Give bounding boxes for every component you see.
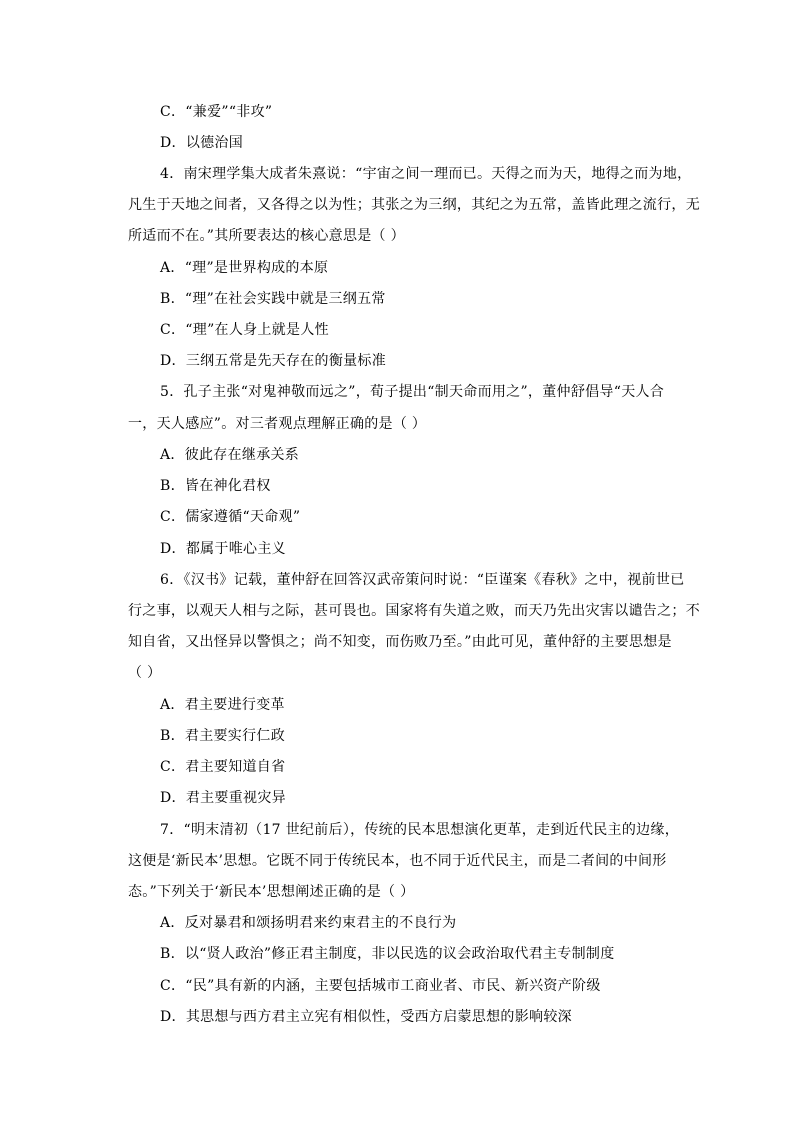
q6-option-c: C．君主要知道自省 xyxy=(160,759,286,775)
q7-option-d: D．其思想与西方君主立宪有相似性，受西方启蒙思想的影响较深 xyxy=(160,1009,572,1025)
q5-stem-line-2: 一，天人感应”。对三者观点理解正确的是（ ） xyxy=(128,416,427,432)
q5-option-c: C．儒家遵循“天命观” xyxy=(160,509,301,525)
q5-stem-line-1: 5．孔子主张“对鬼神敬而远之”，荀子提出“制天命而用之”，董仲舒倡导“天人合 xyxy=(160,384,665,400)
q7-option-c: C．“民”具有新的内涵，主要包括城市工商业者、市民、新兴资产阶级 xyxy=(160,978,601,994)
q6-stem-line-3: 知自省，又出怪异以警惧之；尚不知变，而伤败乃至。”由此可见，董仲舒的主要思想是 xyxy=(128,634,672,650)
q6-stem-line-4: （ ） xyxy=(128,665,162,681)
q5-option-d: D．都属于唯心主义 xyxy=(160,541,286,557)
q6-option-b: B．君主要实行仁政 xyxy=(160,728,285,744)
q4-option-a: A．“理”是世界构成的本原 xyxy=(160,260,329,276)
q6-stem-line-1: 6．《汉书》记载，董仲舒在回答汉武帝策问时说：“臣谨案《春秋》之中，视前世已 xyxy=(160,572,685,588)
q5-option-b: B．皆在神化君权 xyxy=(160,478,271,494)
q4-option-d: D．三纲五常是先天存在的衡量标准 xyxy=(160,353,387,369)
q4-stem-line-1: 4．南宋理学集大成者朱熹说：“宇宙之间一理而已。天得之而为天，地得之而为地， xyxy=(160,166,692,182)
q4-option-c: C．“理”在人身上就是人性 xyxy=(160,322,329,338)
q7-stem-line-3: 态。”下列关于‘新民本’思想阐述正确的是（ ） xyxy=(128,884,415,900)
q4-option-b: B．“理”在社会实践中就是三纲五常 xyxy=(160,291,386,307)
q7-option-b: B．以“贤人政治”修正君主制度，非以民选的议会政治取代君主专制制度 xyxy=(160,946,615,962)
q4-stem-line-2: 凡生于天地之间者，又各得之以为性；其张之为三纲，其纪之为五常，盖皆此理之流行，无 xyxy=(128,197,700,213)
q4-stem-line-3: 所适而不在。”其所要表达的核心意思是（ ） xyxy=(128,228,405,244)
q3-option-c: C．“兼爱”“非攻” xyxy=(160,104,273,120)
q7-stem-line-2: 这便是‘新民本’思想。它既不同于传统民本，也不同于近代民主，而是二者间的中间形 xyxy=(128,853,667,869)
q3-option-d: D．以德治国 xyxy=(160,135,244,151)
q5-option-a: A．彼此存在继承关系 xyxy=(160,447,300,463)
q6-option-a: A．君主要进行变革 xyxy=(160,697,285,713)
q6-option-d: D．君主要重视灾异 xyxy=(160,790,286,806)
q6-stem-line-2: 行之事，以观天人相与之际，甚可畏也。国家将有失道之败，而天乃先出灾害以谴告之；不 xyxy=(128,603,700,619)
q7-stem-line-1: 7．“明末清初（17 世纪前后），传统的民本思想演化更革，走到近代民主的边缘， xyxy=(160,822,680,838)
q7-option-a: A．反对暴君和颂扬明君来约束君主的不良行为 xyxy=(160,915,457,931)
